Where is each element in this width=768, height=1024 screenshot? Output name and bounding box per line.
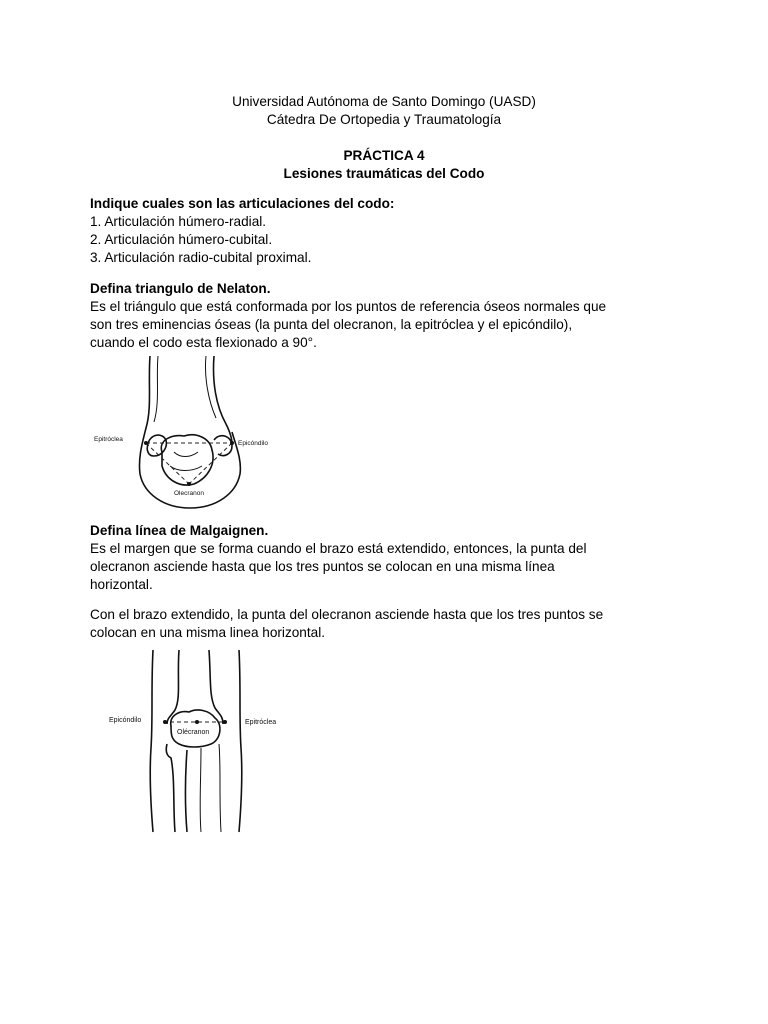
label-epicondilo: Epicóndilo — [238, 440, 268, 447]
section-nelaton — [90, 280, 690, 352]
paragraph-line: Es el triángulo que está conformada por los puntos de referencia óseos normales que — [90, 299, 607, 314]
section-heading: Defina línea de Malgaignen. — [90, 523, 269, 538]
section-articulations — [90, 195, 690, 267]
practice-topic: Lesiones traumáticas del Codo — [283, 166, 485, 181]
document-title — [0, 147, 768, 183]
ulna-left — [200, 748, 201, 832]
section-heading: Defina triangulo de Nelaton. — [90, 281, 271, 296]
list-item: 1. Articulación húmero-radial. — [90, 214, 267, 229]
label-epitroclea: Epitróclea — [94, 436, 123, 443]
label-olecranon: Olecranon — [174, 490, 204, 497]
nelaton-triangle-figure — [90, 352, 290, 514]
ulna-right — [219, 744, 221, 832]
olecranon-bone — [161, 435, 213, 485]
arm-outline-right — [239, 650, 242, 832]
label-olecranon: Olécranon — [177, 729, 210, 736]
nelaton-triangle-lines — [146, 443, 232, 484]
humerus-right — [209, 650, 223, 724]
arm-outline-left — [150, 650, 153, 832]
paragraph-line: olecranon asciende hasta que los tres puntos se colocan en una misma línea — [90, 559, 555, 574]
olecranon-fold — [174, 452, 198, 457]
document-header — [0, 93, 768, 129]
landmark-points — [144, 441, 234, 486]
paragraph-line: son tres eminencias óseas (la punta del olecranon, la epitróclea y el epicóndilo), — [90, 317, 573, 332]
paragraph-line: cuando el codo esta flexionado a 90°. — [90, 335, 317, 350]
shaft-inner-left — [154, 356, 158, 422]
paragraph-line: colocan en una misma linea horizontal. — [90, 625, 326, 640]
list-item: 3. Articulación radio-cubital proximal. — [90, 250, 312, 265]
paragraph-line: Es el margen que se forma cuando el brazo está extendido, entonces, la punta del — [90, 541, 587, 556]
paragraph-line: horizontal. — [90, 577, 153, 592]
malgaigne-line-figure — [105, 648, 295, 834]
humerus-outline-right — [214, 356, 233, 444]
section-malgaignen — [90, 522, 690, 594]
section-heading: Indique cuales son las articulaciones del codo: — [90, 196, 395, 211]
label-epicondilo: Epicóndilo — [109, 717, 142, 724]
label-epitroclea: Epitróclea — [245, 719, 277, 726]
list-item: 2. Articulación húmero-cubital. — [90, 232, 273, 247]
radius-left — [166, 744, 175, 832]
olecranon-fold-2 — [170, 466, 202, 471]
practice-number: PRÁCTICA 4 — [343, 148, 425, 163]
department-name: Cátedra De Ortopedia y Traumatología — [266, 112, 502, 127]
radius-right — [186, 750, 188, 832]
section-malgaignen-para2 — [90, 606, 690, 642]
institution-name: Universidad Autónoma de Santo Domingo (UASD) — [232, 94, 536, 109]
paragraph-line: Con el brazo extendido, la punta del olecranon asciende hasta que los tres puntos se — [90, 607, 604, 622]
